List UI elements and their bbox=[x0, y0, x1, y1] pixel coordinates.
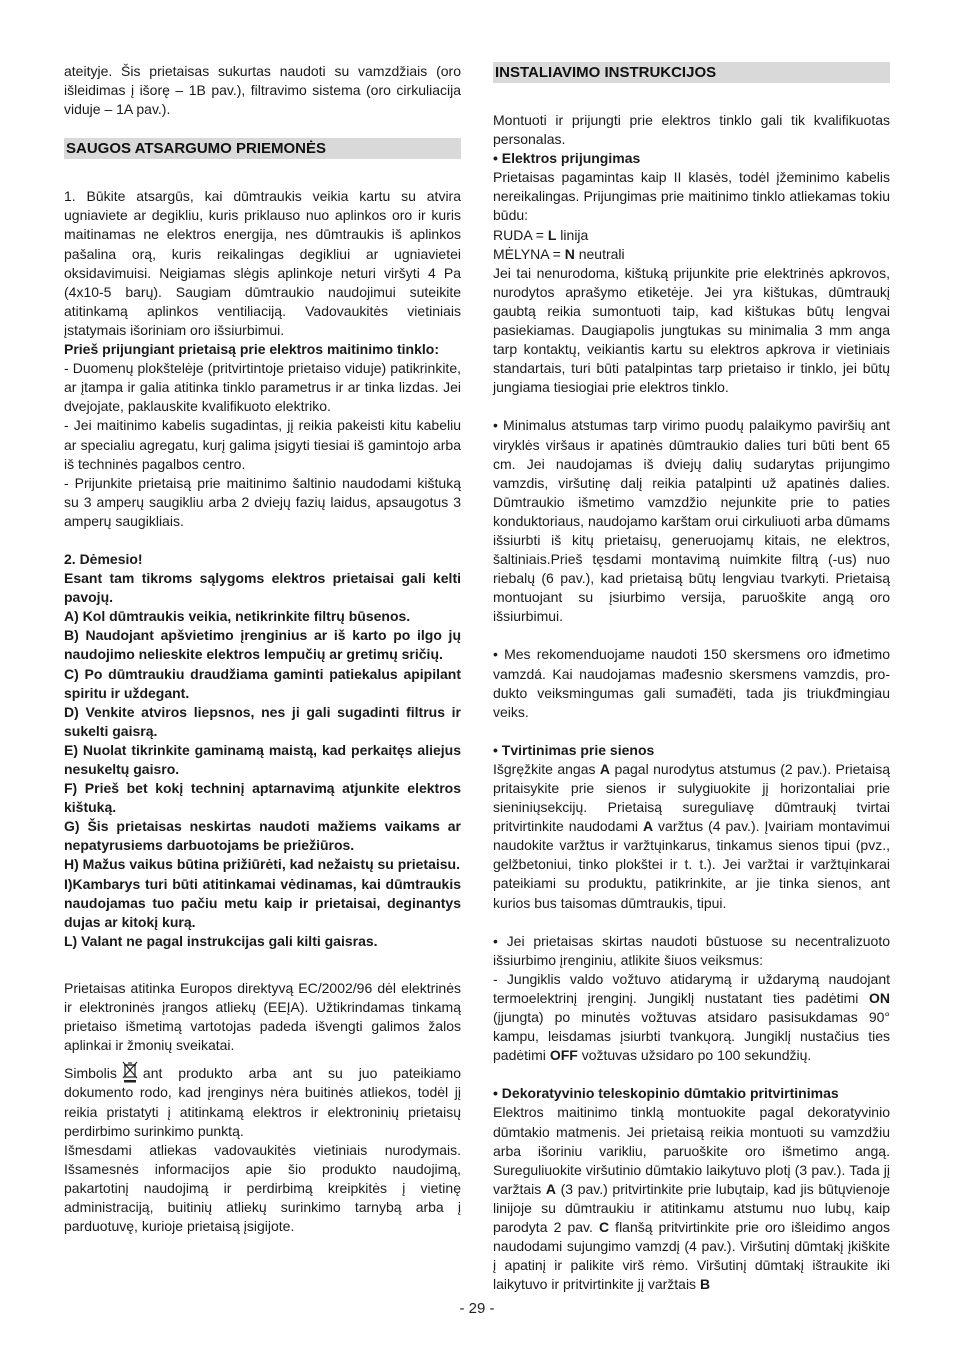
safety-item-b: - Jei maitinimo kabelis sugadintas, jį reikia pakeisti kitu kabeliu ar specialiu agregatu, kurį galima įsigyti tiesiai iš gamintojo arba iš techninės pagalbos centro. bbox=[64, 417, 461, 472]
switch-text-3: vožtuvas užsidaro po 100 sekundžių. bbox=[577, 1047, 812, 1064]
symbol-text: ant produkto arba ant su juo pateikiamo dokumento rodo, kad įrenginys nėra buitinės atliekos, todėl jį reikia pristatyti į atitinkamą elektros ir elektroninių prietaisų perdirbimo surinkimo punktą. bbox=[64, 1065, 461, 1139]
wall-mount-title: • Tvirtinimas prie sienos bbox=[493, 741, 655, 758]
warning-e: E) Nuolat tikrinkite gaminamą maistą, kad perkaitęs aliejus nesukeltų gaisro. bbox=[64, 741, 461, 777]
wire-blue-code: N bbox=[564, 245, 575, 262]
warning-i: I)Kambarys turi būti atitinkamai vėdinamas, kai dūmtraukis naudojamas tuo pačiu metu kaip ir prietaisai, deginantys dujas ar kitokį kurą. bbox=[64, 875, 461, 930]
wall-text-1: Išgręžkite angas bbox=[493, 760, 600, 777]
switch-on: ON bbox=[869, 989, 890, 1006]
installation-heading: INSTALIAVIMO INSTRUKCIJOS bbox=[493, 62, 890, 83]
warning-b: B) Naudojant apšvietimo įrenginius ar iš karto po ilgo jų naudojimo nelieskite elektros lempučių ar gretimų sričių. bbox=[64, 627, 461, 663]
symbol-label: Simbolis bbox=[64, 1065, 117, 1082]
chimney-title: • Dekoratyvinio teleskopinio dūmtakio pritvirtinimas bbox=[493, 1085, 839, 1102]
warning-a: A) Kol dūmtraukis veikia, netikrinkite filtrų būsenos. bbox=[64, 608, 411, 625]
warning-l: L) Valant ne pagal instrukcijas gali kilti gaisras. bbox=[64, 932, 378, 949]
chimney-text-3: flanšą pritvirtinkite prie oro išleidimo angos naudodami sujungimo vamzdį (4 pav.). Viršutinį dūmtakį įkiškite į apatinį ir palikite virš rėmo. Viršutinį dūmtakį ištraukite iki laikytuvo ir pritvirtinkite jį varžtais bbox=[493, 1218, 890, 1293]
wall-text-2: pagal nurodytus atstumus (2 pav.). Prietaisą pritaisykite prie sienos ir sulygiuokite jį horizontaliai prie sieniniųsekcijų. Prietaisą sureguliavę dūmtraukį tvirtai pritvirtinkite naudodami bbox=[493, 760, 890, 835]
chimney-text-2: (3 pav.) pritvirtinkite prie lubųtaip, kad jis būtųvienoje linijoje su dūmtraukiu ir atitinkamu atstumu nuo lubų, kaip parodyta 2 pav. bbox=[493, 1180, 891, 1235]
safety-item-c: - Prijunkite prietaisą prie maitinimo šaltinio naudodami kištuką su 3 amperų saugikliu arba 2 dviejų fazių laidus, apsaugotus 3 amperų saugikliais. bbox=[64, 474, 461, 529]
electrical-more: Jei tai nenurodoma, kištuką prijunkite prie elektrinės apkrovos, nurodytos aprašymo etiketėje. Jei yra kištukas, dūmtraukį gaubtą reikia sumontuoti taip, kad kištukas būtų lengvai pasiekiamas. Daugiapolis jungtukas su minimalia 3 mm anga tarp kontaktų, veikiantis kartu su elektros apkrova ir vietiniais standartais, turi būti patalpintas tarp prietaiso ir tinklo, jei būtų jungiama tiesiogiai prie elektros tinklo. bbox=[493, 264, 890, 396]
warning-c: C) Po dūmtraukiu draudžiama gaminti patiekalus apipilant spiritu ir uždegant. bbox=[64, 665, 461, 701]
switch-off: OFF bbox=[549, 1047, 578, 1064]
chimney-ref-b: B bbox=[699, 1276, 711, 1293]
wall-text-3: varžtus (4 pav.). Įvairiam montavimui naudokite varžtus ir varžtųinkarus, tinkamus sienos tipui (pvz., gelžbetoniui, tinko plokštei ir t. t.). Jei varžtai ir varžtųinkarai pateikiami su produktu, patikrinkite, ar jie tinka sienos, ant kurios bus taisomas dūmtraukis, tipui. bbox=[493, 818, 890, 911]
chimney-text bbox=[493, 1103, 890, 1294]
switch-text-2: (įjungta) po minutės vožtuvas atsidaro pasisukdamas 90° kampu, leisdamas įsiurbti tvankųorą. Jungiklį nustačius ties padėtimi bbox=[493, 1009, 890, 1064]
wire-brown bbox=[493, 226, 890, 245]
chimney-text-1: Elektros maitinimo tinklą montuokite pagal dekoratyvinio dūmtakio matmenis. Jei prietaisą reikia montuoti su vamzdžiu arba išoriniu varikliu, paruoškite oro išmetimo angą. Sureguliuokite viršutinio dūmtakio laikytuvo plotį (3 pav.). Tada jį varžtais bbox=[493, 1104, 890, 1197]
warning-h: H) Mažus vaikus būtina prižiūrėti, kad nežaistų su prietaisu. bbox=[64, 856, 460, 873]
warning-f: F) Prieš bet kokį techninį aptarnavimą atjunkite elektros kištuką. bbox=[64, 780, 461, 816]
wire-blue-desc: neutrali bbox=[574, 245, 625, 262]
crossed-bin-icon bbox=[121, 1061, 139, 1083]
wall-ref-a2: A bbox=[642, 818, 654, 835]
page-number: - 29 - bbox=[459, 1300, 495, 1317]
recommend-paragraph: • Mes rekomenduojame naudoti 150 skersmens oro iđmetimo vamzdá. Kai naudojamas mađesnio skersmens vamzdis, pro-dukto veiksmingumas gali sumađëti, tada jis triukđmingiau veiks. bbox=[493, 646, 890, 720]
wire-brown-label: RUDA = bbox=[493, 226, 548, 243]
wire-brown-desc: linija bbox=[556, 226, 589, 243]
min-distance-paragraph: • Minimalus atstumas tarp virimo puodų palaikymo paviršių ant viryklės viršaus ir apatinės dūmtraukio dalies turi būti bent 65 cm. Jei naudojamas iš dviejų dalių sudarytas prijungimo vamzdis, viršutinę dalį reikia patalpinti už apatinės dalies. Dūmtraukio išmetimo vamzdžio nejunkite prie to paties konduktoriaus, naudojamo karštam orui cirkuliuoti arba dūmams išsiurbti iš kitų prietaisų, generuojamų kitais, ne elektros, šaltiniais.Prieš tęsdami montavimą nuimkite filtrą (-us) nuo riebalų (6 pav.), kad prietaisą būtų lengviau tvarkyti. Prietaisą montuojant su įsiurbimo versija, paruoškite angą oro išsiurbimui. bbox=[493, 417, 890, 625]
warning-title: 2. Dėmesio! bbox=[64, 550, 143, 567]
chimney-ref-a: A bbox=[545, 1180, 556, 1197]
safety-item-a: - Duomenų plokštelėje (pritvirtintoje prietaiso viduje) patikrinkite, ar įtampa ir galia atitinka tinklo parametrus ir ar tinka lizdas. Jei dvejojate, paklauskite kvalifikuoto elektriko. bbox=[64, 360, 461, 415]
wall-mount-text bbox=[493, 760, 890, 913]
wall-ref-a1: A bbox=[599, 760, 611, 777]
electrical-text: Prietaisas pagamintas kaip II klasės, todėl įžeminimo kabelis nereikalingas. Prijungimas prie maitinimo tinklo atliekamas tokiu būdu: bbox=[493, 169, 890, 224]
installation-intro: Montuoti ir prijungti prie elektros tinklo gali tik kvalifikuotas personalas. bbox=[493, 112, 890, 148]
safety-before-connect: Prieš prijungiant prietaisą prie elektros maitinimo tinklo: bbox=[64, 341, 439, 358]
chimney-ref-c: C bbox=[598, 1218, 610, 1235]
warning-d: D) Venkite atviros liepsnos, nes ji gali sugadinti filtrus ir sukelti gaisrą. bbox=[64, 703, 461, 739]
right-column bbox=[493, 62, 890, 1294]
wire-blue bbox=[493, 245, 890, 264]
electrical-title: • Elektros prijungimas bbox=[493, 150, 641, 167]
left-column bbox=[64, 62, 461, 1236]
switch-paragraph bbox=[493, 970, 890, 1065]
wire-blue-label: MĖLYNA = bbox=[493, 245, 565, 262]
warning-intro: Esant tam tikroms sąlygoms elektros prietaisai gali kelti pavojų. bbox=[64, 570, 461, 606]
decentral-paragraph: • Jei prietaisas skirtas naudoti būstuose su necentralizuoto išsiurbimo įrenginiu, atlikite šiuos veiksmus: bbox=[493, 932, 890, 968]
switch-text-1: - Jungiklis valdo vožtuvo atidarymą ir uždarymą naudojant termoelektrinį įrenginį. Jungiklį nustatant ties padėtimi bbox=[493, 970, 890, 1006]
wire-brown-code: L bbox=[547, 226, 557, 243]
symbol-paragraph bbox=[64, 1061, 461, 1140]
warning-g: G) Šis prietaisas neskirtas naudoti mažiems vaikams ar nepatyrusiems darbuotojams be priežiūros. bbox=[64, 818, 461, 854]
weee-paragraph: Prietaisas atitinka Europos direktyvą EC/2002/96 dėl elektrinės ir elektroninės įrangos atliekų (EEĮA). Užtikrindamas tinkamą prietaiso išmetimą vartotojas padeda išvengti galimos žalos aplinkai ir žmonių sveikatai. bbox=[64, 979, 461, 1054]
disposal-paragraph: Išmesdami atliekas vadovaukitės vietiniais nurodymais. Išsamesnės informacijos apie šio produkto naudojimą, pakartotinį naudojimą ir perdirbimą kreipkitės į vietinę administraciją, buitinių atliekų surinkimo tarnybą arba į parduotuvę, kurioje prietaisą įsigijote. bbox=[64, 1141, 461, 1235]
safety-paragraph-1: 1. Būkite atsargūs, kai dūmtraukis veikia kartu su atvira ugniaviete ar degikliu, kuris priklauso nuo aplinkos oro ir kuris maitinamas ne elektros energija, nes dūmtraukis iš aplinkos pašalina orą, kuris reikalingas degikliui ar ugniavietei oksidavimuisi. Neigiamas slėgis aplinkoje neturi viršyti 4 Pa (4x10-5 barų). Saugiam dūmtraukio naudojimui suteikite atitinkamą aplinkos ventiliaciją. Vadovaukitės vietiniais įstatymais išoriniam oro išsiurbimui. bbox=[64, 188, 461, 338]
intro-paragraph: ateityje. Šis prietaisas sukurtas naudoti su vamzdžiais (oro išleidimas į išorę – 1B pav.), filtravimo sistema (oro cirkuliacija viduje – 1A pav.). bbox=[64, 63, 461, 118]
safety-heading: SAUGOS ATSARGUMO PRIEMONĖS bbox=[64, 138, 461, 159]
